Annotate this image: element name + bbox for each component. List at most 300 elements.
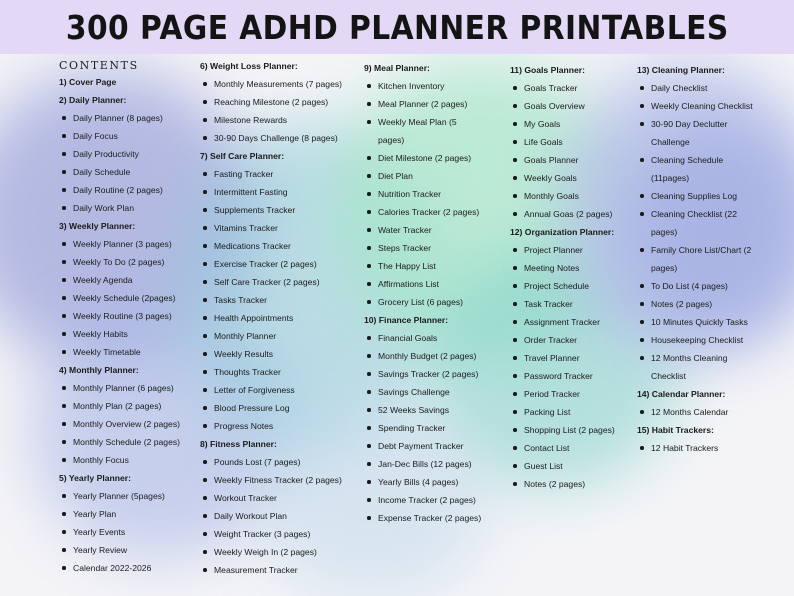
bullet-icon	[513, 104, 517, 108]
list-item-label: 12) Organization Planner:	[510, 227, 615, 237]
bullet-icon	[513, 464, 517, 468]
bullet-icon	[62, 458, 66, 462]
bullet-icon	[203, 550, 207, 554]
list-item-label: 6) Weight Loss Planner:	[200, 61, 298, 71]
list-item	[59, 145, 180, 163]
list-item	[510, 115, 615, 133]
list-item-label: Goals Overview	[524, 101, 585, 111]
list-item-label: Weekly Goals	[524, 173, 577, 183]
list-item-label: Yearly Events	[73, 527, 126, 537]
list-item-label: Monthly Budget (2 pages)	[378, 351, 477, 361]
list-item	[510, 277, 615, 295]
title-banner	[0, 0, 794, 54]
list-item-label: Guest List	[524, 461, 563, 471]
list-item-label: Diet Milestone (2 pages)	[378, 153, 472, 163]
list-item	[200, 237, 342, 255]
bullet-icon	[367, 372, 371, 376]
list-item-label: Affirmations List	[378, 279, 439, 289]
bullet-icon	[203, 82, 207, 86]
list-item	[637, 241, 753, 259]
bullet-icon	[640, 356, 644, 360]
bullet-icon	[62, 260, 66, 264]
list-item-label: Period Tracker	[524, 389, 580, 399]
list-item	[59, 199, 180, 217]
bullet-icon	[640, 104, 644, 108]
list-item	[200, 165, 342, 183]
list-item	[59, 109, 180, 127]
list-item-label: 7) Self Care Planner:	[200, 151, 285, 161]
list-item	[200, 75, 342, 93]
list-item-label: Debt Payment Tracker	[378, 441, 464, 451]
list-item-label: Spending Tracker	[378, 423, 446, 433]
list-item-label: The Happy List	[378, 261, 436, 271]
list-item	[59, 253, 180, 271]
bullet-icon	[62, 566, 66, 570]
list-item-label: Weekly Agenda	[73, 275, 133, 285]
list-item-label: 4) Monthly Planner:	[59, 365, 139, 375]
bullet-icon	[62, 512, 66, 516]
list-item-label: Medications Tracker	[214, 241, 291, 251]
list-item-label: Monthly Measurements (7 pages)	[214, 79, 343, 89]
list-item	[200, 129, 342, 147]
list-item-label: Steps Tracker	[378, 243, 432, 253]
bullet-icon	[203, 478, 207, 482]
bullet-icon	[367, 354, 371, 358]
bullet-icon	[367, 210, 371, 214]
list-item-label: Grocery List (6 pages)	[378, 297, 464, 307]
list-item-label: Assignment Tracker	[524, 317, 600, 327]
list-item	[200, 93, 342, 111]
bullet-icon	[367, 264, 371, 268]
list-item-label: 2) Daily Planner:	[59, 95, 127, 105]
list-item-label: Challenge	[651, 137, 690, 147]
section-heading	[510, 61, 615, 79]
bullet-icon	[62, 296, 66, 300]
list-item-label: Daily Planner (8 pages)	[73, 113, 163, 123]
list-item-label: Tasks Tracker	[214, 295, 268, 305]
list-item	[200, 363, 342, 381]
bullet-icon	[62, 386, 66, 390]
list-item-label: Daily Focus	[73, 131, 118, 141]
section-heading	[200, 147, 342, 165]
list-item-label: Measurement Tracker	[214, 565, 298, 575]
list-item	[364, 365, 481, 383]
list-item-label: 30-90 Day Declutter	[651, 119, 728, 129]
bullet-icon	[513, 158, 517, 162]
bullet-icon	[203, 316, 207, 320]
list-item	[200, 489, 342, 507]
list-item	[364, 167, 481, 185]
bullet-icon	[62, 170, 66, 174]
bullet-icon	[203, 244, 207, 248]
list-item-label: Vitamins Tracker	[214, 223, 278, 233]
list-item	[364, 419, 481, 437]
contents-column-3	[364, 59, 481, 527]
bullet-icon	[367, 174, 371, 178]
section-heading	[510, 223, 615, 241]
list-item-label: Weekly To Do (2 pages)	[73, 257, 165, 267]
list-item-label: Jan-Dec Bills (12 pages)	[378, 459, 472, 469]
list-item-label: Meal Planner (2 pages)	[378, 99, 468, 109]
list-item	[637, 97, 753, 115]
bullet-icon	[513, 428, 517, 432]
list-item	[364, 113, 481, 131]
list-item-continued	[364, 131, 481, 149]
list-item	[510, 439, 615, 457]
bullet-icon	[203, 208, 207, 212]
list-item-continued	[637, 259, 753, 277]
bullet-icon	[513, 266, 517, 270]
list-item-label: Meeting Notes	[524, 263, 580, 273]
list-item-label: 12 Habit Trackers	[651, 443, 719, 453]
list-item	[200, 381, 342, 399]
bullet-icon	[513, 122, 517, 126]
contents-column-5	[637, 61, 753, 457]
list-item-label: 10) Finance Planner:	[364, 315, 449, 325]
list-item	[510, 421, 615, 439]
list-item-label: 1) Cover Page	[59, 77, 117, 87]
bullet-icon	[62, 332, 66, 336]
bullet-icon	[513, 248, 517, 252]
list-item	[510, 133, 615, 151]
list-item-label: Health Appointments	[214, 313, 294, 323]
list-item	[510, 205, 615, 223]
list-item-label: Yearly Bills (4 pages)	[378, 477, 459, 487]
list-item-label: Savings Tracker (2 pages)	[378, 369, 479, 379]
list-item-label: Notes (2 pages)	[524, 479, 586, 489]
list-item	[200, 561, 342, 579]
list-item-label: Exercise Tracker (2 pages)	[214, 259, 317, 269]
list-item	[364, 329, 481, 347]
list-item-label: 30-90 Days Challenge (8 pages)	[214, 133, 338, 143]
list-item-label: Order Tracker	[524, 335, 578, 345]
list-item-label: Weekly Cleaning Checklist	[651, 101, 753, 111]
list-item-label: Letter of Forgiveness	[214, 385, 295, 395]
list-item	[200, 399, 342, 417]
list-item-label: Thoughts Tracker	[214, 367, 281, 377]
list-item	[364, 455, 481, 473]
list-item	[510, 187, 615, 205]
list-item	[637, 79, 753, 97]
section-heading	[200, 435, 342, 453]
list-item	[59, 325, 180, 343]
list-item	[637, 313, 753, 331]
contents-column-2	[200, 57, 342, 579]
list-item	[637, 439, 753, 457]
list-item	[200, 507, 342, 525]
bullet-icon	[203, 496, 207, 500]
list-item	[510, 259, 615, 277]
list-item	[637, 205, 753, 223]
list-item-label: Workout Tracker	[214, 493, 277, 503]
list-item	[364, 95, 481, 113]
list-item	[510, 151, 615, 169]
bullet-icon	[367, 246, 371, 250]
bullet-icon	[513, 482, 517, 486]
bullet-icon	[640, 86, 644, 90]
list-item-label: 8) Fitness Planner:	[200, 439, 277, 449]
list-item	[510, 295, 615, 313]
list-item-label: Daily Checklist	[651, 83, 708, 93]
list-item	[364, 347, 481, 365]
contents-column-1	[59, 59, 180, 577]
bullet-icon	[640, 284, 644, 288]
bullet-icon	[203, 172, 207, 176]
list-item-continued	[637, 133, 753, 151]
bullet-icon	[513, 338, 517, 342]
list-item-label: 15) Habit Trackers:	[637, 425, 714, 435]
list-item-label: Savings Challenge	[378, 387, 450, 397]
bullet-icon	[62, 152, 66, 156]
list-item	[59, 523, 180, 541]
list-item	[59, 127, 180, 145]
list-item-label: Yearly Planner (5pages)	[73, 491, 165, 501]
list-item-label: 52 Weeks Savings	[378, 405, 450, 415]
list-item-label: Weekly Fitness Tracker (2 pages)	[214, 475, 342, 485]
list-item	[200, 417, 342, 435]
list-item-label: Family Chore List/Chart (2	[651, 245, 752, 255]
bullet-icon	[62, 242, 66, 246]
list-item	[510, 349, 615, 367]
bullet-icon	[367, 120, 371, 124]
list-item-label: Monthly Plan (2 pages)	[73, 401, 162, 411]
list-item	[364, 401, 481, 419]
list-item-label: Project Schedule	[524, 281, 589, 291]
list-item-label: Weekly Routine (3 pages)	[73, 311, 172, 321]
bullet-icon	[513, 374, 517, 378]
list-item-label: Weekly Habits	[73, 329, 128, 339]
list-item-label: Life Goals	[524, 137, 563, 147]
list-item	[510, 367, 615, 385]
list-item	[59, 541, 180, 559]
list-item-label: Checklist	[651, 371, 686, 381]
bullet-icon	[367, 192, 371, 196]
list-item-label: Calendar 2022-2026	[73, 563, 152, 573]
list-item	[59, 451, 180, 469]
list-item-label: Goals Planner	[524, 155, 579, 165]
list-item	[59, 379, 180, 397]
list-item-label: pages)	[651, 263, 678, 273]
list-item-label: Progress Notes	[214, 421, 274, 431]
bullet-icon	[62, 188, 66, 192]
list-item	[510, 331, 615, 349]
list-item	[200, 255, 342, 273]
list-item	[637, 349, 753, 367]
list-item	[59, 235, 180, 253]
list-item-label: Contact List	[524, 443, 570, 453]
bullet-icon	[62, 422, 66, 426]
list-item	[59, 163, 180, 181]
list-item-label: 13) Cleaning Planner:	[637, 65, 725, 75]
list-item-label: 14) Calendar Planner:	[637, 389, 726, 399]
list-item	[59, 559, 180, 577]
bullet-icon	[203, 370, 207, 374]
list-item-label: 10 Minutes Quickly Tasks	[651, 317, 748, 327]
contents-column-4	[510, 61, 615, 493]
list-item-label: Expense Tracker (2 pages)	[378, 513, 482, 523]
list-item	[200, 471, 342, 489]
list-item-label: Blood Pressure Log	[214, 403, 290, 413]
list-item	[200, 219, 342, 237]
list-item-label: My Goals	[524, 119, 561, 129]
section-heading	[637, 61, 753, 79]
list-item-label: Password Tracker	[524, 371, 593, 381]
list-item-label: (11pages)	[651, 173, 690, 183]
list-item-label: pages)	[651, 227, 678, 237]
list-item-label: Annual Goas (2 pages)	[524, 209, 613, 219]
list-item	[364, 221, 481, 239]
list-item-label: Weekly Results	[214, 349, 274, 359]
list-item-label: Daily Workout Plan	[214, 511, 287, 521]
list-item-label: Nutrition Tracker	[378, 189, 442, 199]
bullet-icon	[640, 302, 644, 306]
bullet-icon	[203, 190, 207, 194]
list-item-label: Daily Routine (2 pages)	[73, 185, 163, 195]
bullet-icon	[203, 118, 207, 122]
bullet-icon	[203, 424, 207, 428]
bullet-icon	[367, 516, 371, 520]
bullet-icon	[640, 446, 644, 450]
bullet-icon	[367, 336, 371, 340]
list-item-label: Monthly Planner (6 pages)	[73, 383, 174, 393]
section-heading	[59, 469, 180, 487]
bullet-icon	[367, 498, 371, 502]
list-item-label: Goals Tracker	[524, 83, 578, 93]
list-item-label: Yearly Plan	[73, 509, 117, 519]
list-item	[364, 383, 481, 401]
list-item-label: Water Tracker	[378, 225, 432, 235]
list-item-label: Pounds Lost (7 pages)	[214, 457, 301, 467]
list-item	[200, 543, 342, 561]
list-item	[510, 313, 615, 331]
bullet-icon	[203, 568, 207, 572]
bullet-icon	[62, 548, 66, 552]
bullet-icon	[513, 194, 517, 198]
list-item	[200, 273, 342, 291]
list-item-label: Diet Plan	[378, 171, 413, 181]
list-item-label: Daily Work Plan	[73, 203, 134, 213]
list-item-label: Income Tracker (2 pages)	[378, 495, 476, 505]
bullet-icon	[203, 136, 207, 140]
list-item-continued	[637, 223, 753, 241]
list-item-label: 9) Meal Planner:	[364, 63, 430, 73]
bullet-icon	[367, 480, 371, 484]
bullet-icon	[203, 262, 207, 266]
list-item	[637, 187, 753, 205]
list-item-label: 11) Goals Planner:	[510, 65, 585, 75]
list-item	[59, 343, 180, 361]
bullet-icon	[513, 140, 517, 144]
list-item	[364, 491, 481, 509]
list-item	[59, 433, 180, 451]
list-item	[364, 77, 481, 95]
bullet-icon	[367, 282, 371, 286]
page-title: 300 PAGE ADHD PLANNER PRINTABLES	[65, 7, 729, 47]
list-item-label: Weekly Weigh In (2 pages)	[214, 547, 317, 557]
list-item-label: Notes (2 pages)	[651, 299, 713, 309]
list-item	[59, 307, 180, 325]
list-item-label: Monthly Focus	[73, 455, 129, 465]
list-item-label: 12 Months Calendar	[651, 407, 729, 417]
bullet-icon	[640, 122, 644, 126]
list-item	[637, 277, 753, 295]
list-item	[200, 327, 342, 345]
section-heading	[364, 59, 481, 77]
list-item-label: Calories Tracker (2 pages)	[378, 207, 480, 217]
bullet-icon	[62, 314, 66, 318]
list-item-label: Cleaning Supplies Log	[651, 191, 738, 201]
bullet-icon	[62, 530, 66, 534]
section-heading	[59, 73, 180, 91]
list-item	[637, 403, 753, 421]
bullet-icon	[203, 100, 207, 104]
list-item	[510, 79, 615, 97]
list-item-label: Shopping List (2 pages)	[524, 425, 615, 435]
contents-heading: CONTENTS	[59, 59, 139, 72]
list-item	[200, 201, 342, 219]
bullet-icon	[513, 446, 517, 450]
list-item	[637, 115, 753, 133]
bullet-icon	[513, 320, 517, 324]
list-item	[59, 505, 180, 523]
list-item-label: Project Planner	[524, 245, 583, 255]
list-item-label: Supplements Tracker	[214, 205, 296, 215]
list-item	[59, 487, 180, 505]
bullet-icon	[62, 134, 66, 138]
bullet-icon	[203, 514, 207, 518]
list-item	[637, 295, 753, 313]
bullet-icon	[203, 388, 207, 392]
bullet-icon	[367, 84, 371, 88]
list-item-label: Monthly Schedule (2 pages)	[73, 437, 181, 447]
bullet-icon	[640, 248, 644, 252]
bullet-icon	[513, 410, 517, 414]
bullet-icon	[513, 176, 517, 180]
section-heading	[59, 361, 180, 379]
bullet-icon	[62, 494, 66, 498]
bullet-icon	[640, 338, 644, 342]
list-item	[637, 151, 753, 169]
bullet-icon	[203, 298, 207, 302]
bullet-icon	[640, 194, 644, 198]
bullet-icon	[62, 350, 66, 354]
list-item-label: 5) Yearly Planner:	[59, 473, 131, 483]
list-item-label: Daily Schedule	[73, 167, 131, 177]
list-item-label: Monthly Goals	[524, 191, 579, 201]
list-item-label: Intermittent Fasting	[214, 187, 288, 197]
list-item-label: Monthly Planner	[214, 331, 277, 341]
bullet-icon	[203, 334, 207, 338]
list-item-continued	[637, 367, 753, 385]
list-item-label: Housekeeping Checklist	[651, 335, 744, 345]
bullet-icon	[203, 532, 207, 536]
bullet-icon	[367, 156, 371, 160]
section-heading	[59, 217, 180, 235]
list-item-label: Weekly Timetable	[73, 347, 141, 357]
bullet-icon	[62, 278, 66, 282]
list-item-label: Fasting Tracker	[214, 169, 274, 179]
bullet-icon	[640, 158, 644, 162]
list-item-label: Cleaning Schedule	[651, 155, 724, 165]
list-item-label: Task Tracker	[524, 299, 573, 309]
bullet-icon	[203, 280, 207, 284]
list-item-label: Daily Productivity	[73, 149, 139, 159]
list-item	[59, 415, 180, 433]
bullet-icon	[367, 102, 371, 106]
list-item-label: Financial Goals	[378, 333, 438, 343]
bullet-icon	[367, 426, 371, 430]
list-item-label: Kitchen Inventory	[378, 81, 445, 91]
